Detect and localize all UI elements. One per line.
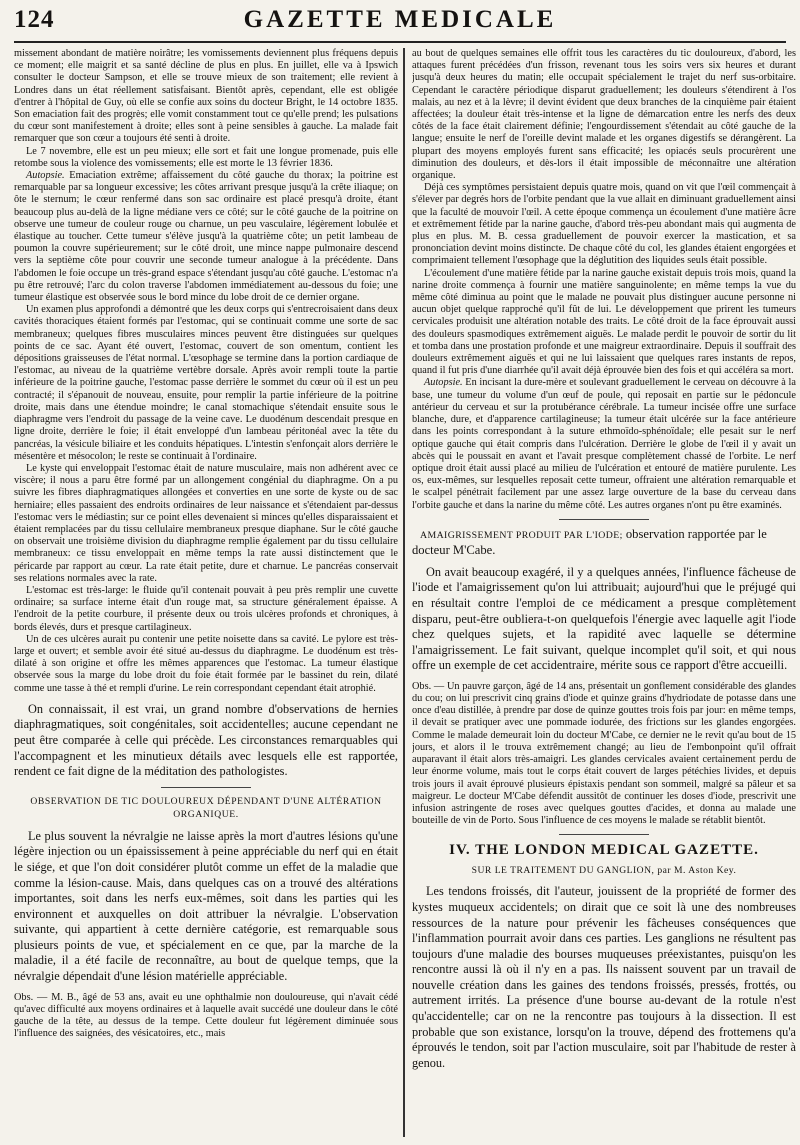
obs-text: — Un pauvre garçon, âgé de 14 ans, présentait un gonflement considérable des glandes du cou; on lui prescrivit cinq grains d'iode et quinze grains d'hydriodate de potasse dans une once d'eau distillée, à prendre par dose de quinze gouttes trois fois par jour: en même temps, il devait se pratiquer avec une pommade iodurée, des frictions sur les glandes engorgées. Comme le malade demeurait loin du docteur M'Cabe, ce dernier ne le revit qu'au bout de 15 jours, et alors il le trouva extrêmement changé; au lieu de l'embonpoint qu'il offrait auparavant il était alors très-amaigri. Les glandes cervicales avaient certainement perdu de leur énorme volume, mais tout le corps était couvert de larges pétéchies livides, et depuis trois jours il avait éprouvé plusieurs épistaxis pendant son sommeil, malgré sa pâleur et sa maigreur. Le docteur M'Cabe défendit aussitôt de continuer les doses d'iode, prescrivit une infusion astringente de roses avec quelques gouttes d'acides, et donna au malade une bouteille de vin de Porto. Sous l'influence de ces moyens le malade se rétablit bientôt. (412, 680, 796, 827)
tic-paragraph: au bout de quelques semaines elle offrit tous les caractères du tic douloureux, d'abord, les attaques furent précédées d'un frisson, revenant tous les soirs vers six heures et durant jusqu'à deux heures du matin; elle occupait spécialement le trajet du nerf sus-orbitaire. Cependant le caractère périodique disparut graduellement; les douleurs s'étendirent à l'os malais, au nez et à la lèvre; il devint évident que deux branches de la cinquième pair étaient affectées; la douleur était très-intense et la ligne de démarcation entre les nerfs des deux côtés de la face était clairement définie; l'engourdissement s'étendait au côté gauche de la langue; ensuite le nerf de l'oreille devint malade et les organes digestifs se dérangèrent. La plupart des moyens employés furent sans efficacité; les opiacés seuls procurèrent une diminution des douleurs, et dès-lors il était impossible de méconnaître une altération organique. (412, 48, 796, 182)
ganglion-paragraph: Les tendons froissés, dit l'auteur, jouissent de la propriété de former des kystes muqueux accidentels; on dirait que ce soit là une des nombreuses ressources de la nature pour prévenir les fâcheuses conséquences que l'inflammation pourrait avoir dans ces parties. Les ganglions ne résultent pas toujours d'une maladie des bourses muqueuses préexistantes, puisqu'on les rencontre aussi là où il n'y en a pas. Ils naissent souvent par un travail de nouvelle création dans les gaines des tendons froissés, pressés, frottés, ou autrement irrités. La présence d'une bourse au-devant de la rotule n'est qu'accidentelle; car on ne la rencontre pas toujours à la dissection. Il est probable que son existance, lorsqu'on la trouve, dépend des frottemens qu'a éprouvés le tendon, soit par l'action musculaire, soit par l'habitude de rester à genou. (412, 884, 796, 1070)
spacer (412, 674, 796, 681)
section-divider (161, 787, 251, 788)
page-number: 124 (14, 6, 55, 33)
spacer (14, 985, 398, 992)
exam-paragraph: Un examen plus approfondi a démontré que les deux corps qui s'entrecroisaient dans deux cavités thoraciques étaient formés par l'estomac, qui se continuait comme une sorte de sac membraneux; quelques fibres musculaires minces peuvent être distinguées sur quelques points de ce sac. Ayant été ouvert, l'estomac, couvert de son omentum, contient les dépositions graisseuses de l'état normal. L'œsophage se termine dans la portion cardiaque de l'estomac, au niveau de la quatrième vertèbre dorsale. Après avoir rempli toute la partie inférieure de la poitrine gauche, l'estomac passe derrière le sommet du cœur où il est un peu contracté; il s'épanouit de nouveau, ensuite, pour remplir la partie inférieure de la poitrine droite, mais dans une étendue moindre; le canal stomachique s'étendait ensuite sous le diaphragme vers l'endroit du passage de la veine cave. Le duodénum descendait presque en ligne droite, derrière le foie; il était enveloppé d'un lambeau péritonéal avec la tête du pancréas, la vésicule biliaire et les conduits hépatiques. L'intestin s'enfonçait alors derrière le mésentère et mésocolon; le reste se continuait à l'ordinaire. (14, 304, 398, 462)
exam-paragraph: Un de ces ulcères aurait pu contenir une petite noisette dans sa cavité. Le pylore est très-large et ouvert; et semble avoir été situé au-dessus du diaphragme. Le duodénum est très-dilaté à son origine et offre les mêmes apparences que l'estomac. La tumeur élastique observée sous la marge du lobe droit du foie était formée par le bassinet du rein, dilaté comme une tasse à thé et rempli d'urine. Le rein correspondant cependant était atrophié. (14, 633, 398, 694)
amaigrissement-intro: On avait beaucoup exagéré, il y a quelques années, l'influence fâcheuse de l'iode et l'amaigrissement qu'on lui attribuait; aujourd'hui que le préjugé qui en résultait contre l'emploi de ce médicament a presque complètement disparu, peut-être oubliera-t-on quelquefois l'énergie avec laquelle agit l'iode chez quelques sujets, et la rapidité avec laquelle se détermine l'amaigrissement. Le fait suivant, quelque incomplet qu'il soit, et qui nous offre un exemple de cet accidentraire, mérite sous ce rapport d'être accueilli. (412, 564, 796, 673)
section-divider (559, 834, 649, 835)
autopsy-label: Autopsie. (26, 170, 65, 182)
spacer (14, 695, 398, 702)
page-header (14, 0, 786, 40)
journal-title: GAZETTE MEDICALE (243, 6, 557, 33)
amaigrissement-heading (412, 527, 796, 559)
tic-paragraph: Déjà ces symptômes persistaient depuis quatre mois, quand on vit que l'œil commençait à s'élever par degrés hors de l'orbite pendant que la vue allait en diminuant graduellement ainsi que la faculté de mouvoir l'œil. A cette époque commença un écoulement d'une matière âcre et extrêmement fétide par la narine gauche, d'abord très-peu abondant mais qui augmenta de plus en plus. M. B. cessa graduellement de pouvoir exercer la mastication, et sa prononciation devint moins distincte. De chaque côté du col, les glandes étaient engorgées et comprimaient tellement l'œsophage que la déglutition des liquides seuls était possible. (412, 182, 796, 267)
article-subheading: SUR LE TRAITEMENT DU GANGLION, par M. Aston Key. (471, 865, 737, 877)
autopsy-paragraph (14, 170, 398, 304)
heading-tail: observation rapportée par le docteur M'Cabe. (412, 526, 767, 557)
case-paragraph: Le 7 novembre, elle est un peu mieux; elle sort et fait une longue promenade, puis elle retombe sous la violence des vomissements; elle est morte le 13 février 1836. (14, 145, 398, 169)
section-heading: IV. THE LONDON MEDICAL GAZETTE. (449, 842, 759, 859)
header-rule (14, 41, 786, 43)
heading-caps: AMAIGRISSEMENT PRODUIT PAR L'IODE; (420, 529, 623, 541)
observation-case (14, 992, 398, 1041)
section-divider (559, 519, 649, 520)
observation-heading: OBSERVATION DE TIC DOULOUREUX DÉPENDANT D'UNE ALTÉRATION ORGANIQUE. (30, 795, 382, 820)
case-paragraph: missement abondant de matière noirâtre; les vomissements deviennent plus fréquens depuis ce moment; elle maigrit et sa santé décline de plus en plus. En juillet, elle va à Ipswich consulter le docteur Sampson, et elle se trouve mieux de son traitement; elle revient à Londres dans un état réellement satisfaisant. Bientôt après, cependant, elle est obligée d'entrer à l'hôpital de Guy, où elle se confie aux soins du docteur Bright, le 14 octobre 1835. Son emaciation fait des progrès; elle vomit constamment tout ce qu'elle prend; les pulsations du cœur sont manifestement à droite; elles sont à peine sensibles à gauche. La malade fait remarquer que son cœur a toujours été senti à droite. (14, 48, 398, 145)
left-column (14, 48, 398, 1141)
autopsy-text: Emaciation extrême; affaissement du côté gauche du thorax; la poitrine est remarquable par sa longueur excessive; les côtes arrivant presque jusqu'à la crête iliaque; on ôte le sternum; le cœur renfermé dans son sac ordinaire est placé presqu'à droite, étant beaucoup plus au-delà de la ligne médiane vers ce côté; sur le côté gauche de la poitrine on observe une tumeur de couleur rouge ou charnue, un peu vasculaire, légèrement lobulée et élastique au toucher. Cette tumeur s'élève jusqu'à la quatrième côte; un petit lambeau de poumon la couvre supérieurement; sur le côté droit, une mince nappe pulmonaire descend vers la septième côte pour couvrir une seconde tumeur analogue à la précédente. Dans l'abdomen le foie occupe un très-grand espace s'étendant jusqu'au côté gauche. L'estomac n'a pu être retrouvé; l'arc du colon traverse l'abdomen immédiatement au-dessous du foie; une tumeur élastique est observée sous le bord mince du lobe droit de ce dernier organe. (14, 170, 398, 304)
commentary-paragraph: On connaissait, il est vrai, un grand nombre d'observations de hernies diaphragmatiques, soit congénitales, soit accidentelles; aucune cependant ne peut être comparée à celle qui précède. Les circonstances remarquables qui l'accompagnent et les minutieux détails avec lesquels elle est rapportée, rendent ce fait digne de la méditation des pathologistes. (14, 701, 398, 779)
obs-label: Obs. (14, 991, 34, 1003)
obs-text: — M. B., âgé de 53 ans, avait eu une ophthalmie non douloureuse, qui n'avait cédé qu'avec difficulté aux moyens ordinaires et à laquelle avait succédé une douleur dans le côté gauche de la tête, au dessus de la tempe. Cette douleur fut légèrement diminuée sous l'influence des saignées, des vésicatoires, etc., mais (14, 991, 398, 1040)
autopsy-paragraph (412, 377, 796, 511)
autopsy-text: En incisant la dure-mère et soulevant graduellement le cerveau on découvre à la base, une tumeur du volume d'un œuf de poule, qui reposait en partie sur le pédoncule antérieur du cerveau et sur la protubérance cérébrale. La tumeur incisée offre une surface blanche, dure, et d'apparence cartilagineuse; la tumeur était ulcérée sur la face antérieure dans les points correspondant à la suture ethmoïdo-sphénoïdale; elle pesait sur le nerf optique gauche qui était compris dans l'ulcération. Derrière le globe de l'œil il y avait un abcès qui le poussait en avant et l'avait presque complètement chassé de l'orbite. Le nerf optique droit était aussi placé au milieu de l'ulcération et entouré de matière purulente. Les os, eux-mêmes, sur lesquelles reposait cette tumeur, offraient une altération remarquable et le scalpel pénétrait facilement par une assez large ouverture de la base du cerveau dans l'orbite gauche et dans la narine du même côté. Les autres organes n'ont pu être examinés. (412, 377, 796, 511)
observation-intro: Le plus souvent la névralgie ne laisse après la mort d'autres lésions qu'une légère injection ou un épaississement à peine appréciable du nerf qui en était le siége, et que l'on doit considérer plutôt comme un effet de la maladie que comme la lésion-cause. Mais, dans quelques cas on a trouvé des altérations importantes, soit dans les nerfs eux-mêmes, soit dans les parties qui les environnent et auxquelles on doit attribuer la névralgie. L'observation suivante, qui appartient à cette dernière catégorie, est remarquable sous plusieurs points de vue, et spécialement en ce que, par la marche de la maladie, il a été facile de reconnaître, au bout de quelque temps, que la névralgie dépendait d'une lésion matérielle appréciable. (14, 828, 398, 984)
autopsy-label: Autopsie. (424, 377, 463, 389)
observation-case (412, 681, 796, 827)
exam-paragraph: Le kyste qui enveloppait l'estomac était de nature musculaire, mais non adhérent avec ce viscère; il nous a paru être formé par un allongement congénial du diaphragme. On a pu suivre les fibres diaphragmatiques allongées et converties en une sorte de kyste ou de sac herniaire; elles passaient des endroits ordinaires de leur naissance et s'étendaient par-dessus l'estomac vers le médiastin; sur ce point elles devenaient si minces qu'elles disparaissaient et étaient remplacées par du tissu cellulaire membraneux presque diaphane. Sur le côté gauche on observait une troisième division du diaphragme remplie également par du tissu cellulaire membraneux: ce tissu enveloppait en même temps la rate aussi distinctement que le péricarde par rapport au cœur. La rate était petite, dure et charnue. Le pancréas conservait ses relations normales avec la rate. (14, 462, 398, 584)
column-rule (403, 48, 405, 1137)
obs-label: Obs. (412, 680, 432, 692)
exam-paragraph: L'estomac est très-large: le fluide qu'il contenait pouvait à peu près remplir une cuvette ordinaire; sa surface interne était d'un rouge mat, sa structure généralement épaisse. A l'endroit de la petite courbure, il présente deux ou trois ulcères profonds et chroniques, à bords élevés, durs et presque cartilagineux. (14, 584, 398, 633)
tic-paragraph: L'écoulement d'une matière fétide par la narine gauche existait depuis trois mois, quand la narine droite commença à fournir une matière sanguinolente; en même temps la vue du même côté diminua au point que le malade ne pouvait plus distinguer aucune personne ni aucun objet quelque rapproché qu'il fût de lui. Le développement que prirent les tumeurs cervicales produisit une altération notable des traits. Le côté droit de la face éprouvait aussi des douleurs spasmodiques extrêmement aiguës. Le malade perdit le pouvoir de sortir du lit et tomba dans une prostation profonde et une maigreur extraordinaire. Depuis il souffrait des douleurs extrêmement aiguës et qui ne lui laissaient que quelques rares instants de repos, quand il fut pris d'une diarrhée qu'il avait déjà éprouvée bien des fois et qui accéléra sa mort. (412, 267, 796, 377)
right-column (412, 48, 796, 1141)
